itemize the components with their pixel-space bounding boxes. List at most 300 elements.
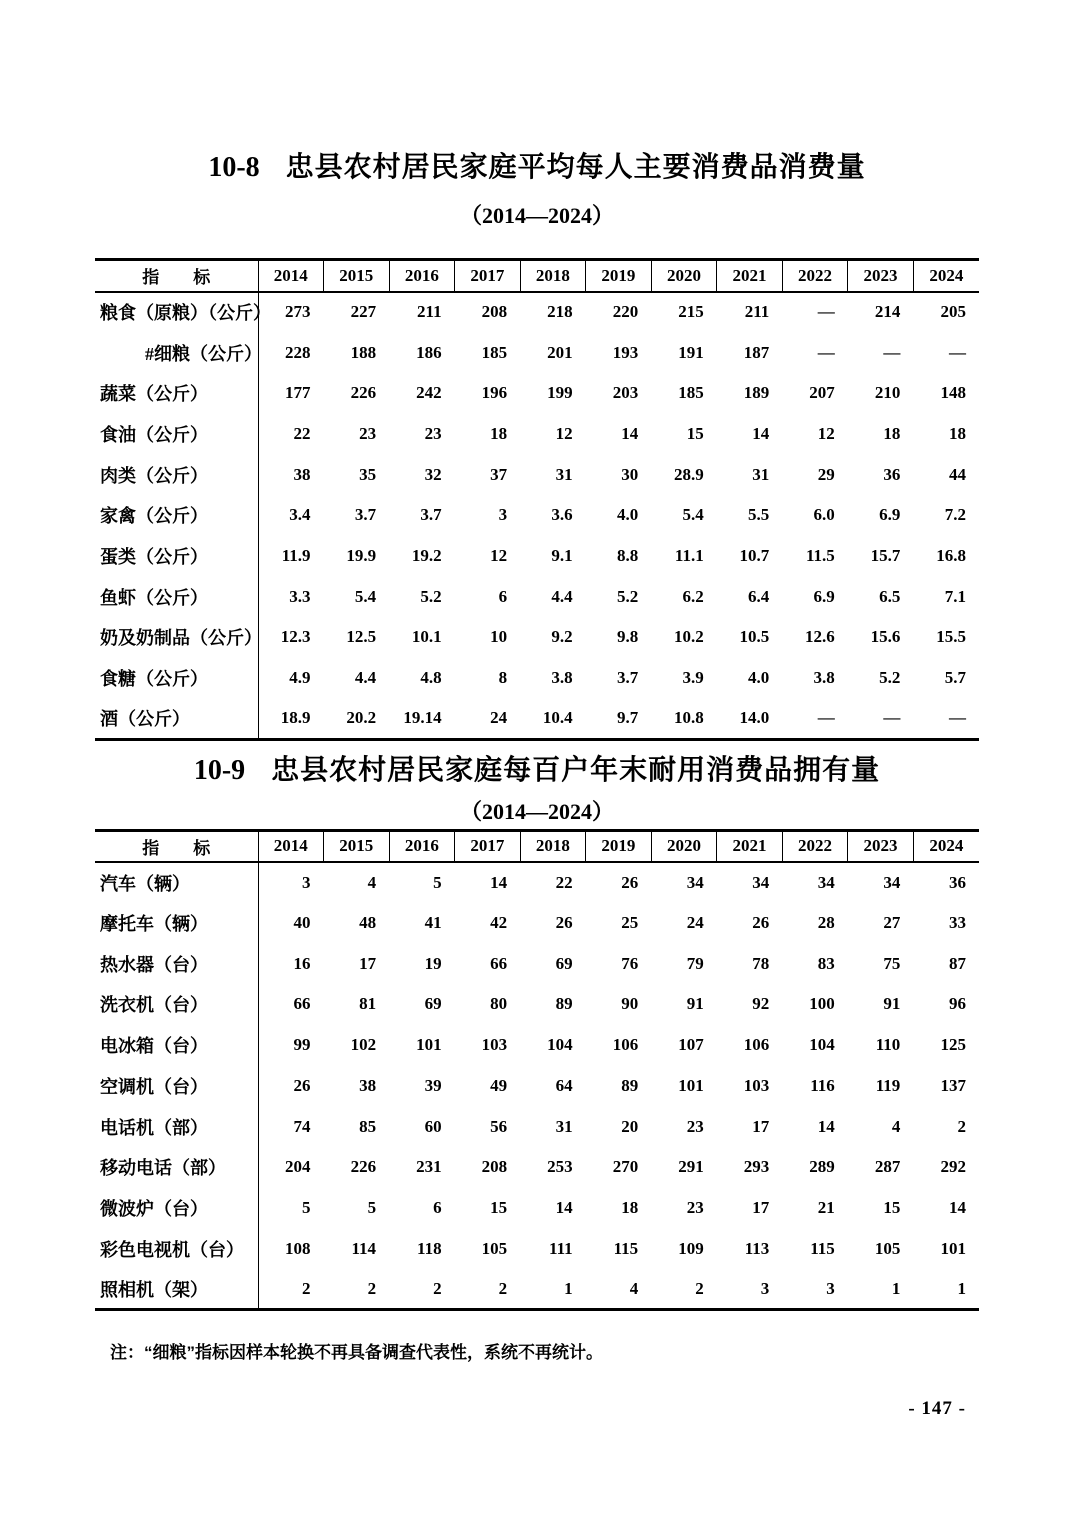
cell-value: 6 — [498, 586, 508, 606]
cell-value: 31 — [752, 464, 770, 484]
year-header: 2024 — [913, 260, 979, 292]
cell-value: 4.8 — [420, 668, 442, 688]
cell-value: 3.7 — [420, 505, 442, 525]
cell-value: 4.9 — [289, 668, 311, 688]
year-header: 2020 — [651, 830, 717, 862]
cell-value: 228 — [285, 342, 311, 362]
cell-value: 15.7 — [870, 545, 901, 565]
cell-value: 242 — [416, 383, 442, 403]
table-10-9-subtitle: （2014—2024） — [459, 798, 614, 824]
cell-value: 103 — [481, 1035, 508, 1055]
year-header: 2023 — [848, 830, 914, 862]
cell-value: 114 — [351, 1238, 377, 1258]
cell-value: 214 — [874, 302, 901, 322]
cell-value: 12 — [490, 545, 508, 565]
cell-value: 2 — [498, 1278, 508, 1298]
cell-value: 5.2 — [879, 668, 901, 688]
cell-value: 15 — [686, 423, 704, 443]
cell-value: 14 — [555, 1197, 573, 1217]
cell-value: 42 — [490, 913, 508, 933]
cell-value: 106 — [743, 1035, 770, 1055]
cell-value: 111 — [549, 1238, 573, 1258]
row-label: 汽车（辆） — [95, 862, 258, 903]
table-row — [95, 1269, 979, 1310]
cell-value: 15 — [883, 1197, 901, 1217]
cell-value: 27 — [883, 913, 901, 933]
cell-value: 3.6 — [551, 505, 573, 525]
cell-value: 101 — [940, 1238, 966, 1258]
cell-value: 211 — [744, 302, 770, 322]
year-header: 2019 — [586, 830, 652, 862]
cell-value: 36 — [949, 872, 966, 892]
cell-value: 19.9 — [346, 545, 377, 565]
cell-value: 36 — [883, 464, 901, 484]
cell-value: 3.8 — [813, 668, 835, 688]
cell-value: 12 — [555, 423, 573, 443]
cell-value: 6 — [433, 1197, 442, 1217]
cell-value: 106 — [612, 1035, 639, 1055]
indicator-header: 指 标 — [95, 830, 258, 862]
cell-value: 18.9 — [280, 707, 311, 727]
row-label: 家禽（公斤） — [95, 495, 258, 536]
cell-value: 6.0 — [813, 505, 835, 525]
cell-value: 64 — [555, 1075, 573, 1095]
cell-value: 9.2 — [551, 627, 573, 647]
cell-value: 3.9 — [682, 668, 704, 688]
year-header: 2023 — [848, 260, 914, 292]
cell-value: 22 — [555, 872, 573, 892]
cell-value: 8 — [498, 668, 508, 688]
cell-value: 4.4 — [551, 586, 573, 606]
table-row — [95, 658, 979, 699]
cell-value: 10.8 — [673, 707, 704, 727]
cell-value: — — [949, 342, 966, 362]
cell-value: 44 — [949, 464, 966, 484]
cell-value: 75 — [883, 953, 901, 973]
footnote: 注：“细粮”指标因样本轮换不再具备调查代表性，系统不再统计。 — [110, 1343, 603, 1363]
year-header: 2022 — [782, 260, 848, 292]
cell-value: 41 — [424, 913, 442, 933]
row-label: 摩托车（辆） — [95, 903, 258, 944]
cell-value: 227 — [350, 302, 377, 322]
indicator-header: 指 标 — [95, 260, 258, 292]
cell-value: 185 — [678, 383, 704, 403]
table-row — [95, 373, 979, 414]
cell-value: 60 — [424, 1116, 442, 1136]
cell-value: 15.6 — [870, 627, 901, 647]
cell-value: — — [817, 342, 835, 362]
cell-value: 287 — [874, 1157, 901, 1177]
cell-value: 25 — [621, 913, 639, 933]
cell-value: 33 — [949, 913, 966, 933]
cell-value: 23 — [686, 1116, 704, 1136]
cell-value: 204 — [285, 1157, 311, 1177]
cell-value: 291 — [678, 1157, 704, 1177]
year-header: 2014 — [258, 830, 324, 862]
table-row — [95, 1188, 979, 1229]
table-row — [95, 536, 979, 577]
cell-value: 9.1 — [551, 545, 573, 565]
cell-value: 188 — [350, 342, 377, 362]
year-header: 2020 — [651, 260, 717, 292]
cell-value: 3.3 — [289, 586, 311, 606]
year-header: 2017 — [455, 260, 521, 292]
cell-value: 91 — [686, 994, 704, 1014]
cell-value: 12.3 — [280, 627, 311, 647]
cell-value: 253 — [547, 1157, 573, 1177]
table-row — [95, 414, 979, 455]
cell-value: 109 — [678, 1238, 704, 1258]
cell-value: 4 — [629, 1278, 639, 1298]
cell-value: 19.14 — [403, 707, 442, 727]
cell-value: 78 — [752, 953, 770, 973]
cell-value: 102 — [350, 1035, 377, 1055]
row-label: 粮食（原粮）（公斤） — [95, 292, 258, 333]
cell-value: 34 — [752, 872, 770, 892]
cell-value: 201 — [547, 342, 573, 362]
year-header: 2018 — [520, 830, 586, 862]
cell-value: 9.7 — [616, 707, 639, 727]
cell-value: 18 — [621, 1197, 639, 1217]
cell-value: 199 — [547, 383, 573, 403]
cell-value: 208 — [481, 1157, 508, 1177]
cell-value: 49 — [490, 1075, 508, 1095]
cell-value: 205 — [940, 302, 966, 322]
cell-value: 4 — [367, 872, 377, 892]
cell-value: 24 — [686, 913, 704, 933]
cell-value: 5 — [433, 872, 442, 892]
cell-value: 196 — [481, 383, 508, 403]
cell-value: 2 — [302, 1278, 311, 1298]
cell-value: 100 — [809, 994, 835, 1014]
cell-value: 26 — [293, 1075, 311, 1095]
table-row — [95, 1106, 979, 1147]
header-row — [95, 830, 979, 862]
cell-value: 20 — [621, 1116, 639, 1136]
cell-value: 185 — [481, 342, 508, 362]
year-header: 2017 — [455, 830, 521, 862]
cell-value: 113 — [744, 1238, 770, 1258]
cell-value: 12.5 — [346, 627, 377, 647]
cell-value: 1 — [564, 1278, 573, 1298]
cell-value: 10.1 — [411, 627, 442, 647]
cell-value: 210 — [874, 383, 901, 403]
cell-value: 16 — [293, 953, 311, 973]
cell-value: 110 — [875, 1035, 901, 1055]
cell-value: 3.8 — [551, 668, 573, 688]
row-label: 蔬菜（公斤） — [95, 373, 258, 414]
cell-value: 23 — [424, 423, 442, 443]
cell-value: 11.5 — [805, 545, 835, 565]
table-10-8-subtitle: （2014—2024） — [459, 203, 614, 228]
cell-value: 218 — [547, 302, 573, 322]
year-header: 2022 — [782, 830, 848, 862]
year-header: 2016 — [389, 830, 455, 862]
header-row — [95, 260, 979, 292]
cell-value: 226 — [350, 383, 377, 403]
cell-value: 226 — [350, 1157, 377, 1177]
cell-value: 28.9 — [673, 464, 704, 484]
cell-value: 2 — [695, 1278, 704, 1298]
cell-value: 17 — [359, 953, 377, 973]
cell-value: 26 — [752, 913, 770, 933]
year-header: 2024 — [913, 830, 979, 862]
table-10-8-title-text: 忠县农村居民家庭平均每人主要消费品消费量 — [285, 151, 866, 182]
table-row — [95, 292, 979, 333]
cell-value: 30 — [621, 464, 639, 484]
cell-value: 104 — [809, 1035, 835, 1055]
cell-value: 91 — [883, 994, 901, 1014]
cell-value: 12 — [817, 423, 835, 443]
cell-value: 14.0 — [739, 707, 770, 727]
table-row — [95, 1025, 979, 1066]
cell-value: 21 — [817, 1197, 835, 1217]
cell-value: 23 — [359, 423, 377, 443]
cell-value: 40 — [293, 913, 311, 933]
cell-value: — — [883, 707, 901, 727]
cell-value: 6.5 — [879, 586, 901, 606]
year-header: 2016 — [389, 260, 455, 292]
table-10-9-title — [0, 751, 1074, 790]
cell-value: 5.5 — [748, 505, 770, 525]
table-row — [95, 495, 979, 536]
cell-value: 118 — [417, 1238, 442, 1258]
cell-value: 31 — [555, 1116, 573, 1136]
cell-value: 211 — [417, 302, 442, 322]
table-row — [95, 617, 979, 658]
year-header: 2018 — [520, 260, 586, 292]
row-label: 洗衣机（台） — [95, 984, 258, 1025]
cell-value: 69 — [424, 994, 442, 1014]
year-header: 2014 — [258, 260, 324, 292]
cell-value: 5.2 — [616, 586, 639, 606]
row-label: 微波炉（台） — [95, 1188, 258, 1229]
cell-value: 3 — [760, 1278, 770, 1298]
cell-value: 14 — [752, 423, 770, 443]
cell-value: 18 — [883, 423, 901, 443]
cell-value: 38 — [293, 464, 311, 484]
cell-value: 10.4 — [542, 707, 573, 727]
cell-value: 2 — [957, 1116, 966, 1136]
row-label: 酒（公斤） — [95, 698, 258, 739]
cell-value: 105 — [874, 1238, 901, 1258]
cell-value: 186 — [416, 342, 442, 362]
cell-value: 14 — [621, 423, 639, 443]
cell-value: 104 — [547, 1035, 573, 1055]
row-label: 热水器（台） — [95, 943, 258, 984]
cell-value: 6.4 — [748, 586, 770, 606]
cell-value: 14 — [490, 872, 508, 892]
table-10-8-number: 10-8 — [208, 152, 260, 183]
table-10-8-title — [0, 0, 1074, 187]
cell-value: 4.4 — [354, 668, 377, 688]
cell-value: 1 — [891, 1278, 901, 1298]
cell-value: 115 — [613, 1238, 639, 1258]
cell-value: 35 — [359, 464, 377, 484]
cell-value: 15 — [490, 1197, 508, 1217]
row-label: 鱼虾（公斤） — [95, 576, 258, 617]
cell-value: — — [949, 707, 966, 727]
row-label: 空调机（台） — [95, 1066, 258, 1107]
cell-value: 20.2 — [346, 707, 377, 727]
cell-value: 3 — [498, 505, 508, 525]
cell-value: 3.7 — [354, 505, 377, 525]
cell-value: 3.4 — [289, 505, 311, 525]
cell-value: 89 — [621, 1075, 639, 1095]
cell-value: 18 — [490, 423, 508, 443]
cell-value: 148 — [940, 383, 966, 403]
cell-value: 80 — [490, 994, 508, 1014]
cell-value: 37 — [490, 464, 508, 484]
cell-value: 16.8 — [936, 545, 966, 565]
row-label: 奶及奶制品（公斤） — [95, 617, 258, 658]
cell-value: 108 — [285, 1238, 311, 1258]
cell-value: 207 — [809, 383, 835, 403]
cell-value: 10.7 — [739, 545, 770, 565]
row-label: 食糖（公斤） — [95, 658, 258, 699]
cell-value: 105 — [481, 1238, 508, 1258]
row-label: 移动电话（部） — [95, 1147, 258, 1188]
year-header: 2021 — [717, 830, 783, 862]
page-number: - 147 - — [908, 1398, 966, 1419]
cell-value: 189 — [743, 383, 770, 403]
cell-value: 26 — [621, 872, 639, 892]
cell-value: 76 — [621, 953, 639, 973]
cell-value: 6.9 — [813, 586, 835, 606]
cell-value: 5.7 — [944, 668, 966, 688]
row-label: 彩色电视机（台） — [95, 1228, 258, 1269]
cell-value: 23 — [686, 1197, 704, 1217]
cell-value: 11.1 — [674, 545, 704, 565]
cell-value: — — [817, 707, 835, 727]
cell-value: 83 — [817, 953, 835, 973]
cell-value: 1 — [957, 1278, 966, 1298]
cell-value: 208 — [481, 302, 508, 322]
cell-value: 220 — [612, 302, 639, 322]
cell-value: 119 — [875, 1075, 901, 1095]
table-row — [95, 943, 979, 984]
cell-value: 289 — [809, 1157, 835, 1177]
cell-value: 103 — [743, 1075, 770, 1095]
cell-value: 74 — [293, 1116, 311, 1136]
cell-value: 56 — [490, 1116, 508, 1136]
durables-per-100-households-table — [95, 829, 979, 1312]
cell-value: 5 — [367, 1197, 377, 1217]
cell-value: 6.2 — [682, 586, 704, 606]
table-10-9-number: 10-9 — [193, 754, 246, 786]
cell-value: 14 — [817, 1116, 835, 1136]
year-header: 2015 — [324, 260, 390, 292]
cell-value: 69 — [555, 953, 573, 973]
row-label: 电话机（部） — [95, 1106, 258, 1147]
table-row — [95, 1228, 979, 1269]
row-label: 电冰箱（台） — [95, 1025, 258, 1066]
cell-value: 101 — [416, 1035, 442, 1055]
table-row — [95, 332, 979, 373]
cell-value: 31 — [555, 464, 573, 484]
table-row — [95, 698, 979, 739]
cell-value: 24 — [490, 707, 508, 727]
cell-value: 231 — [416, 1157, 442, 1177]
cell-value: 38 — [359, 1075, 377, 1095]
cell-value: 215 — [678, 302, 704, 322]
table-row — [95, 454, 979, 495]
year-header: 2021 — [717, 260, 783, 292]
cell-value: 5.4 — [682, 505, 704, 525]
cell-value: 2 — [433, 1278, 442, 1298]
cell-value: 29 — [817, 464, 835, 484]
cell-value: 19 — [424, 953, 442, 973]
cell-value: 115 — [810, 1238, 835, 1258]
cell-value: 48 — [359, 913, 377, 933]
cell-value: 101 — [678, 1075, 704, 1095]
cell-value: 10.5 — [739, 627, 770, 647]
cell-value: 34 — [883, 872, 901, 892]
cell-value: 19.2 — [411, 545, 442, 565]
cell-value: 99 — [293, 1035, 311, 1055]
cell-value: 79 — [686, 953, 704, 973]
cell-value: 8.8 — [616, 545, 639, 565]
cell-value: 116 — [810, 1075, 835, 1095]
cell-value: 15.5 — [936, 627, 966, 647]
year-header: 2019 — [586, 260, 652, 292]
row-label: 蛋类（公斤） — [95, 536, 258, 577]
table-row — [95, 1147, 979, 1188]
cell-value: 2 — [367, 1278, 377, 1298]
table-row — [95, 862, 979, 903]
cell-value: 14 — [949, 1197, 966, 1217]
cell-value: 5.2 — [420, 586, 442, 606]
cell-value: 125 — [940, 1035, 966, 1055]
table-row — [95, 1066, 979, 1107]
cell-value: 203 — [612, 383, 639, 403]
cell-value: 66 — [293, 994, 311, 1014]
cell-value: — — [817, 302, 835, 322]
cell-value: 4 — [891, 1116, 901, 1136]
row-label: 肉类（公斤） — [95, 454, 258, 495]
year-header: 2015 — [324, 830, 390, 862]
row-label: 食油（公斤） — [95, 414, 258, 455]
cell-value: 96 — [949, 994, 966, 1014]
cell-value: 7.1 — [944, 586, 966, 606]
table-row — [95, 984, 979, 1025]
cell-value: 39 — [424, 1075, 442, 1095]
cell-value: 3 — [302, 872, 311, 892]
cell-value: 92 — [752, 994, 770, 1014]
cell-value: 6.9 — [879, 505, 901, 525]
cell-value: 5 — [302, 1197, 311, 1217]
cell-value: 293 — [743, 1157, 770, 1177]
cell-value: 273 — [285, 302, 311, 322]
cell-value: 107 — [678, 1035, 704, 1055]
cell-value: 87 — [949, 953, 966, 973]
cell-value: 5.4 — [354, 586, 377, 606]
cell-value: 85 — [359, 1116, 377, 1136]
cell-value: 17 — [752, 1116, 770, 1136]
cell-value: 17 — [752, 1197, 770, 1217]
table-row — [95, 576, 979, 617]
cell-value: 10.2 — [673, 627, 704, 647]
cell-value: 4.0 — [748, 668, 770, 688]
cell-value: 7.2 — [944, 505, 966, 525]
row-label: 照相机（架） — [95, 1269, 258, 1310]
table-row — [95, 903, 979, 944]
cell-value: 26 — [555, 913, 573, 933]
cell-value: 66 — [490, 953, 508, 973]
cell-value: 191 — [678, 342, 704, 362]
cell-value: — — [883, 342, 901, 362]
cell-value: 177 — [285, 383, 311, 403]
